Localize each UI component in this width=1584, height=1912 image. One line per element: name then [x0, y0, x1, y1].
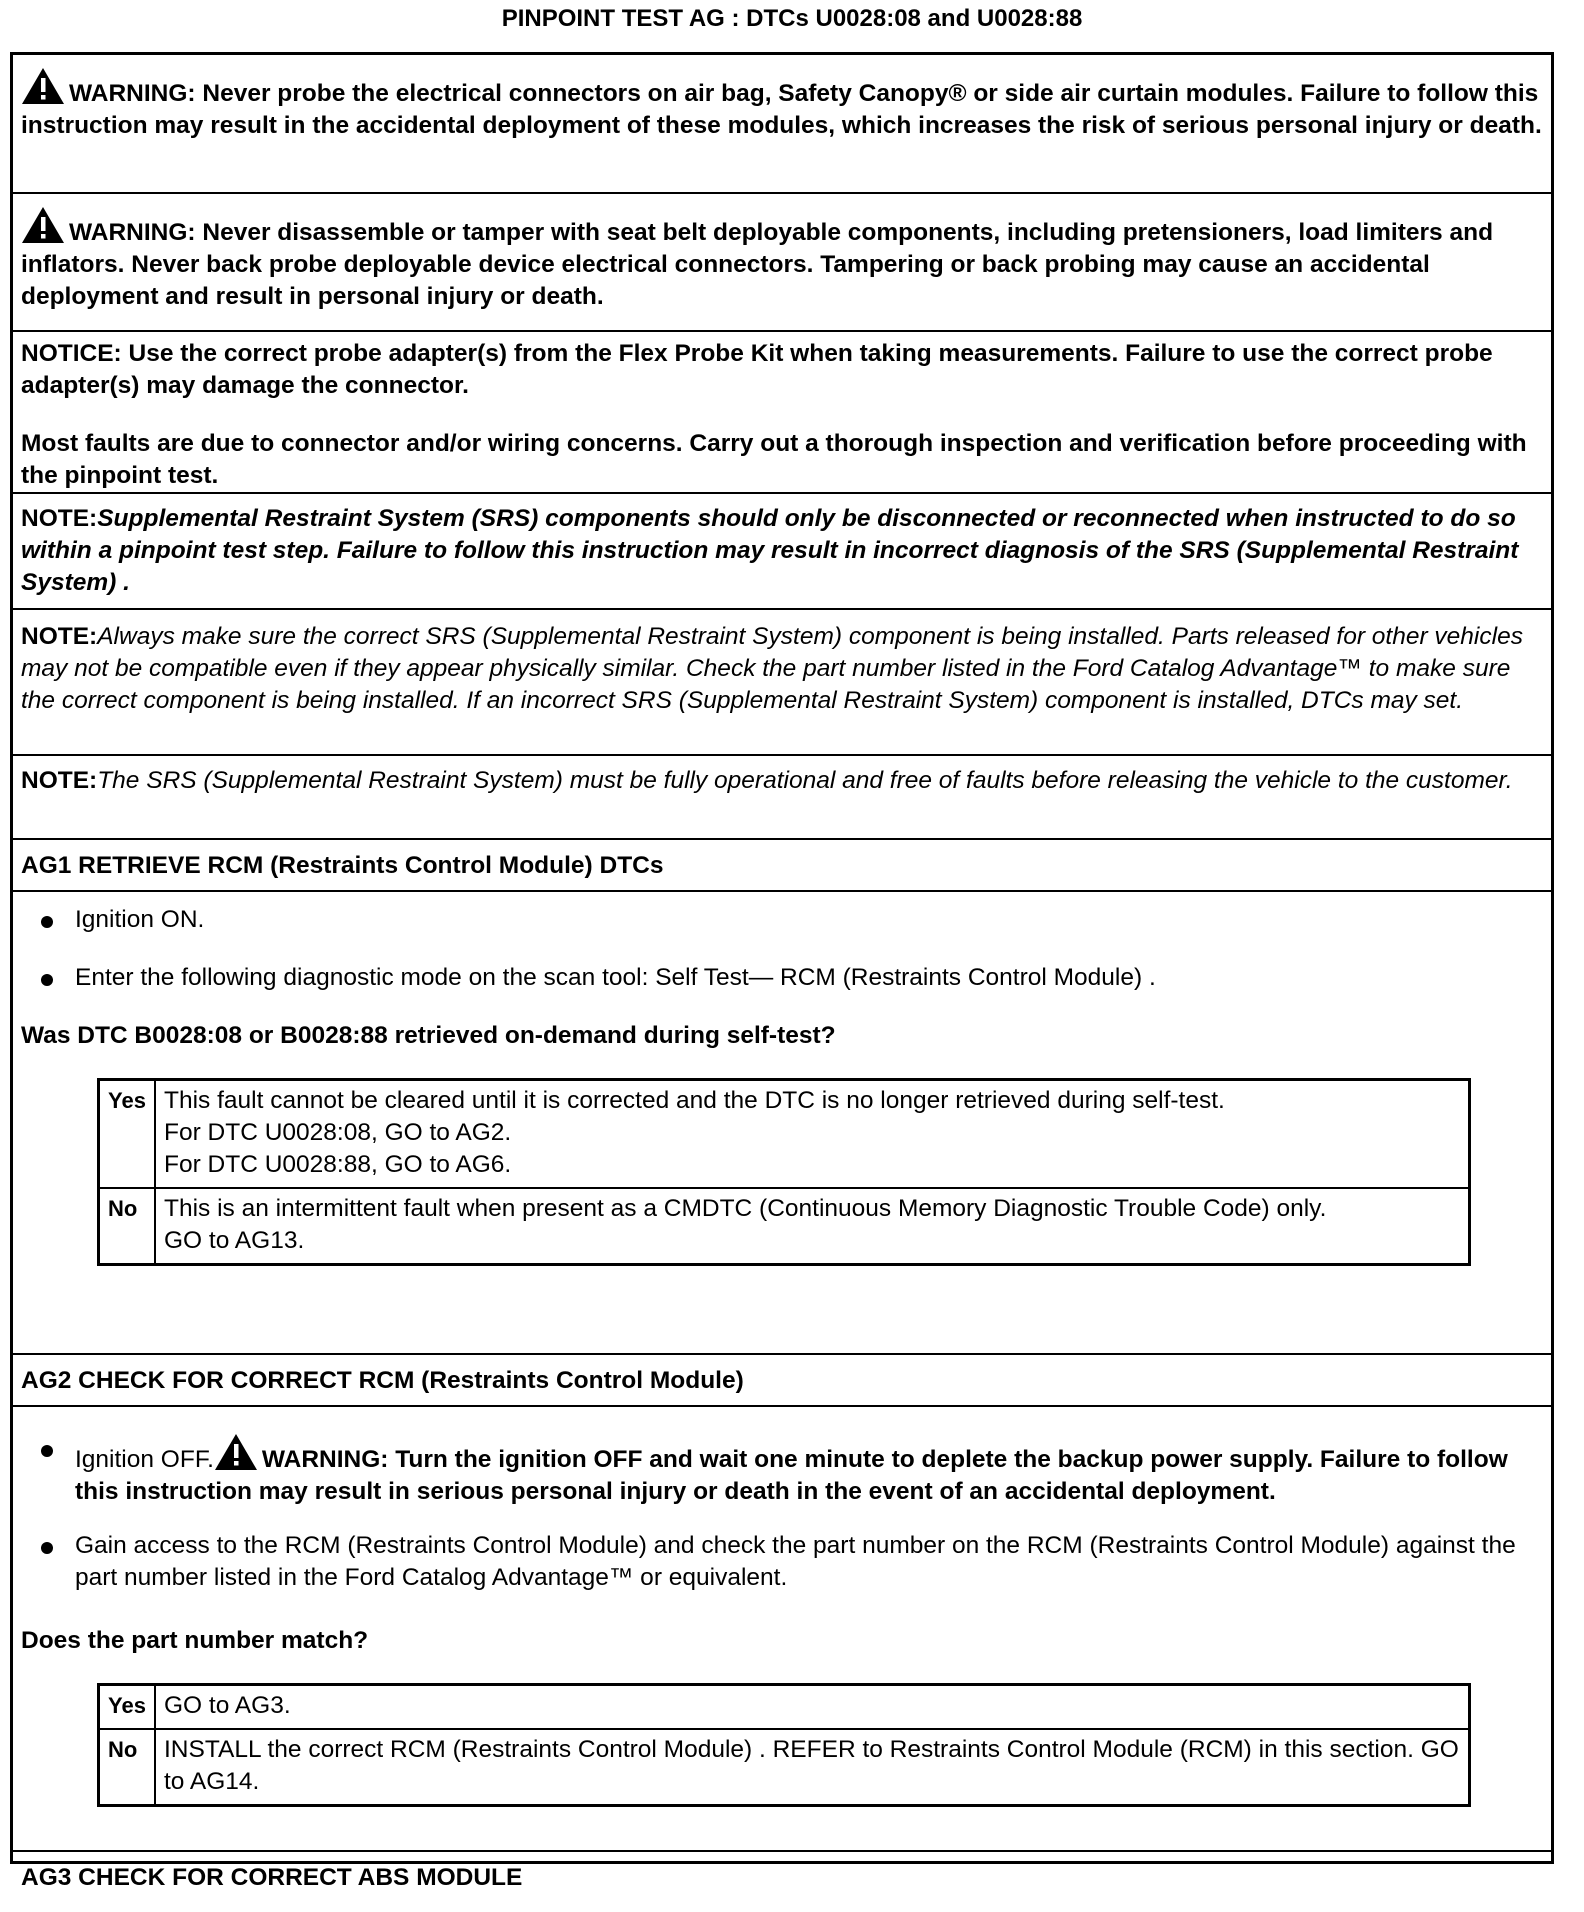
- answer-key: Yes: [99, 1685, 156, 1730]
- list-item: [41, 904, 1501, 936]
- answer-line: GO to AG13.: [164, 1227, 305, 1254]
- notice-text: NOTICE: Use the correct probe adapter(s) from the Flex Probe Kit when taking measurements. Failure to use the correct probe adapter(s) may damage the connector.: [21, 340, 1493, 399]
- answer-line: For DTC U0028:88, GO to AG6.: [164, 1151, 512, 1178]
- page-title: PINPOINT TEST AG : DTCs U0028:08 and U0028:88: [501, 5, 1083, 32]
- answer-line: INSTALL the correct RCM (Restraints Control Module) . REFER to Restraints Control Module (RCM) in this section. GO to AG14.: [164, 1736, 1459, 1795]
- answer-table: [97, 1078, 1471, 1266]
- table-row: [99, 1729, 1470, 1806]
- answer-line: This fault cannot be cleared until it is corrected and the DTC is no longer retrieved during self-test.: [164, 1087, 1225, 1114]
- note-text: The SRS (Supplemental Restraint System) must be fully operational and free of faults before releasing the vehicle to the customer.: [97, 767, 1513, 794]
- note-block-2: [13, 610, 1551, 756]
- answer-text: [155, 1729, 1470, 1806]
- warning-text: WARNING: Never probe the electrical connectors on air bag, Safety Canopy® or side air curtain modules. Failure to follow this instruction may result in the accidental deployment of these modules, which increases the risk of serious personal injury or death.: [21, 80, 1542, 139]
- warning-block-1: [13, 55, 1551, 194]
- warning-text: WARNING: Never disassemble or tamper with seat belt deployable components, including pretensioners, load limiters and inflators. Never back probe deployable device electrical connectors. Tampering or back probing may cause an accidental deployment and result in personal injury or death.: [21, 219, 1494, 310]
- pinpoint-test-frame: [10, 52, 1554, 1891]
- step-heading-ag3: AG3 CHECK FOR CORRECT ABS MODULE: [21, 1864, 523, 1891]
- list-item: [41, 1530, 1541, 1596]
- bullet-icon: [41, 1542, 53, 1554]
- answer-text: [155, 1685, 1470, 1730]
- answer-text: [155, 1188, 1470, 1265]
- answer-table: [97, 1683, 1471, 1807]
- list-item-text: [75, 1433, 1541, 1508]
- answer-key: Yes: [99, 1080, 156, 1189]
- warning-triangle-icon: [21, 206, 65, 244]
- answer-line: GO to AG3.: [164, 1692, 291, 1719]
- note-text: Always make sure the correct SRS (Supplemental Restraint System) component is being installed. Parts released for other vehicles may not be compatible even if they appear physically similar. Check the part number listed in the Ford Catalog Advantage™ to make sure the correct component is being installed. If an incorrect SRS (Supplemental Restraint System) component is installed, DTCs may set.: [21, 623, 1523, 714]
- warning-text: WARNING: Turn the ignition OFF and wait one minute to deplete the backup power supply. Failure to follow this instruction may result in serious personal injury or death in the event of an accidental deployment.: [75, 1446, 1508, 1505]
- answer-key: No: [99, 1188, 156, 1265]
- warning-triangle-icon: [21, 67, 65, 105]
- bullet-icon: [41, 916, 53, 928]
- answer-text: [155, 1080, 1470, 1189]
- notice-block: [13, 332, 1551, 494]
- list-item-text: Ignition ON.: [75, 906, 205, 933]
- list-item: [41, 1433, 1541, 1505]
- answer-line: For DTC U0028:08, GO to AG2.: [164, 1119, 512, 1146]
- note-label: NOTE:: [21, 767, 98, 794]
- warning-block-2: [13, 194, 1551, 332]
- bullet-icon: [41, 974, 53, 986]
- step-body-ag1: [13, 892, 1551, 1355]
- table-row: [99, 1685, 1470, 1730]
- notice-faults-text: Most faults are due to connector and/or wiring concerns. Carry out a thorough inspection and verification before proceeding with the pinpoint test.: [21, 430, 1527, 489]
- table-row: [99, 1080, 1470, 1189]
- table-row: [99, 1188, 1470, 1265]
- step-body-ag2: [13, 1407, 1551, 1852]
- note-text: Supplemental Restraint System (SRS) components should only be disconnected or reconnected when instructed to do so within a pinpoint test step. Failure to follow this instruction may result in incorrect diagnosis of the SRS (Supplemental Restraint System) .: [21, 505, 1519, 596]
- note-label: NOTE:: [21, 623, 98, 650]
- step-heading-ag1: AG1 RETRIEVE RCM (Restraints Control Module) DTCs: [13, 840, 1551, 892]
- answer-key: No: [99, 1729, 156, 1806]
- note-block-1: [13, 494, 1551, 610]
- bullet-icon: [41, 1445, 53, 1457]
- note-block-3: [13, 756, 1551, 840]
- step-heading-ag2: AG2 CHECK FOR CORRECT RCM (Restraints Control Module): [13, 1355, 1551, 1407]
- list-item-text: Gain access to the RCM (Restraints Control Module) and check the part number on the RCM (Restraints Control Module) against the part number listed in the Ford Catalog Advantage™ or equivalent.: [75, 1532, 1516, 1591]
- step-question: Does the part number match?: [21, 1627, 369, 1654]
- ignition-off-text: Ignition OFF.: [75, 1446, 214, 1473]
- warning-triangle-icon: [214, 1433, 258, 1471]
- answer-line: This is an intermittent fault when present as a CMDTC (Continuous Memory Diagnostic Trouble Code) only.: [164, 1195, 1327, 1222]
- list-item-text: Enter the following diagnostic mode on the scan tool: Self Test— RCM (Restraints Control Module) .: [75, 964, 1156, 991]
- list-item: [41, 962, 1501, 994]
- step-question: Was DTC B0028:08 or B0028:88 retrieved on-demand during self-test?: [21, 1022, 836, 1049]
- note-label: NOTE:: [21, 505, 98, 532]
